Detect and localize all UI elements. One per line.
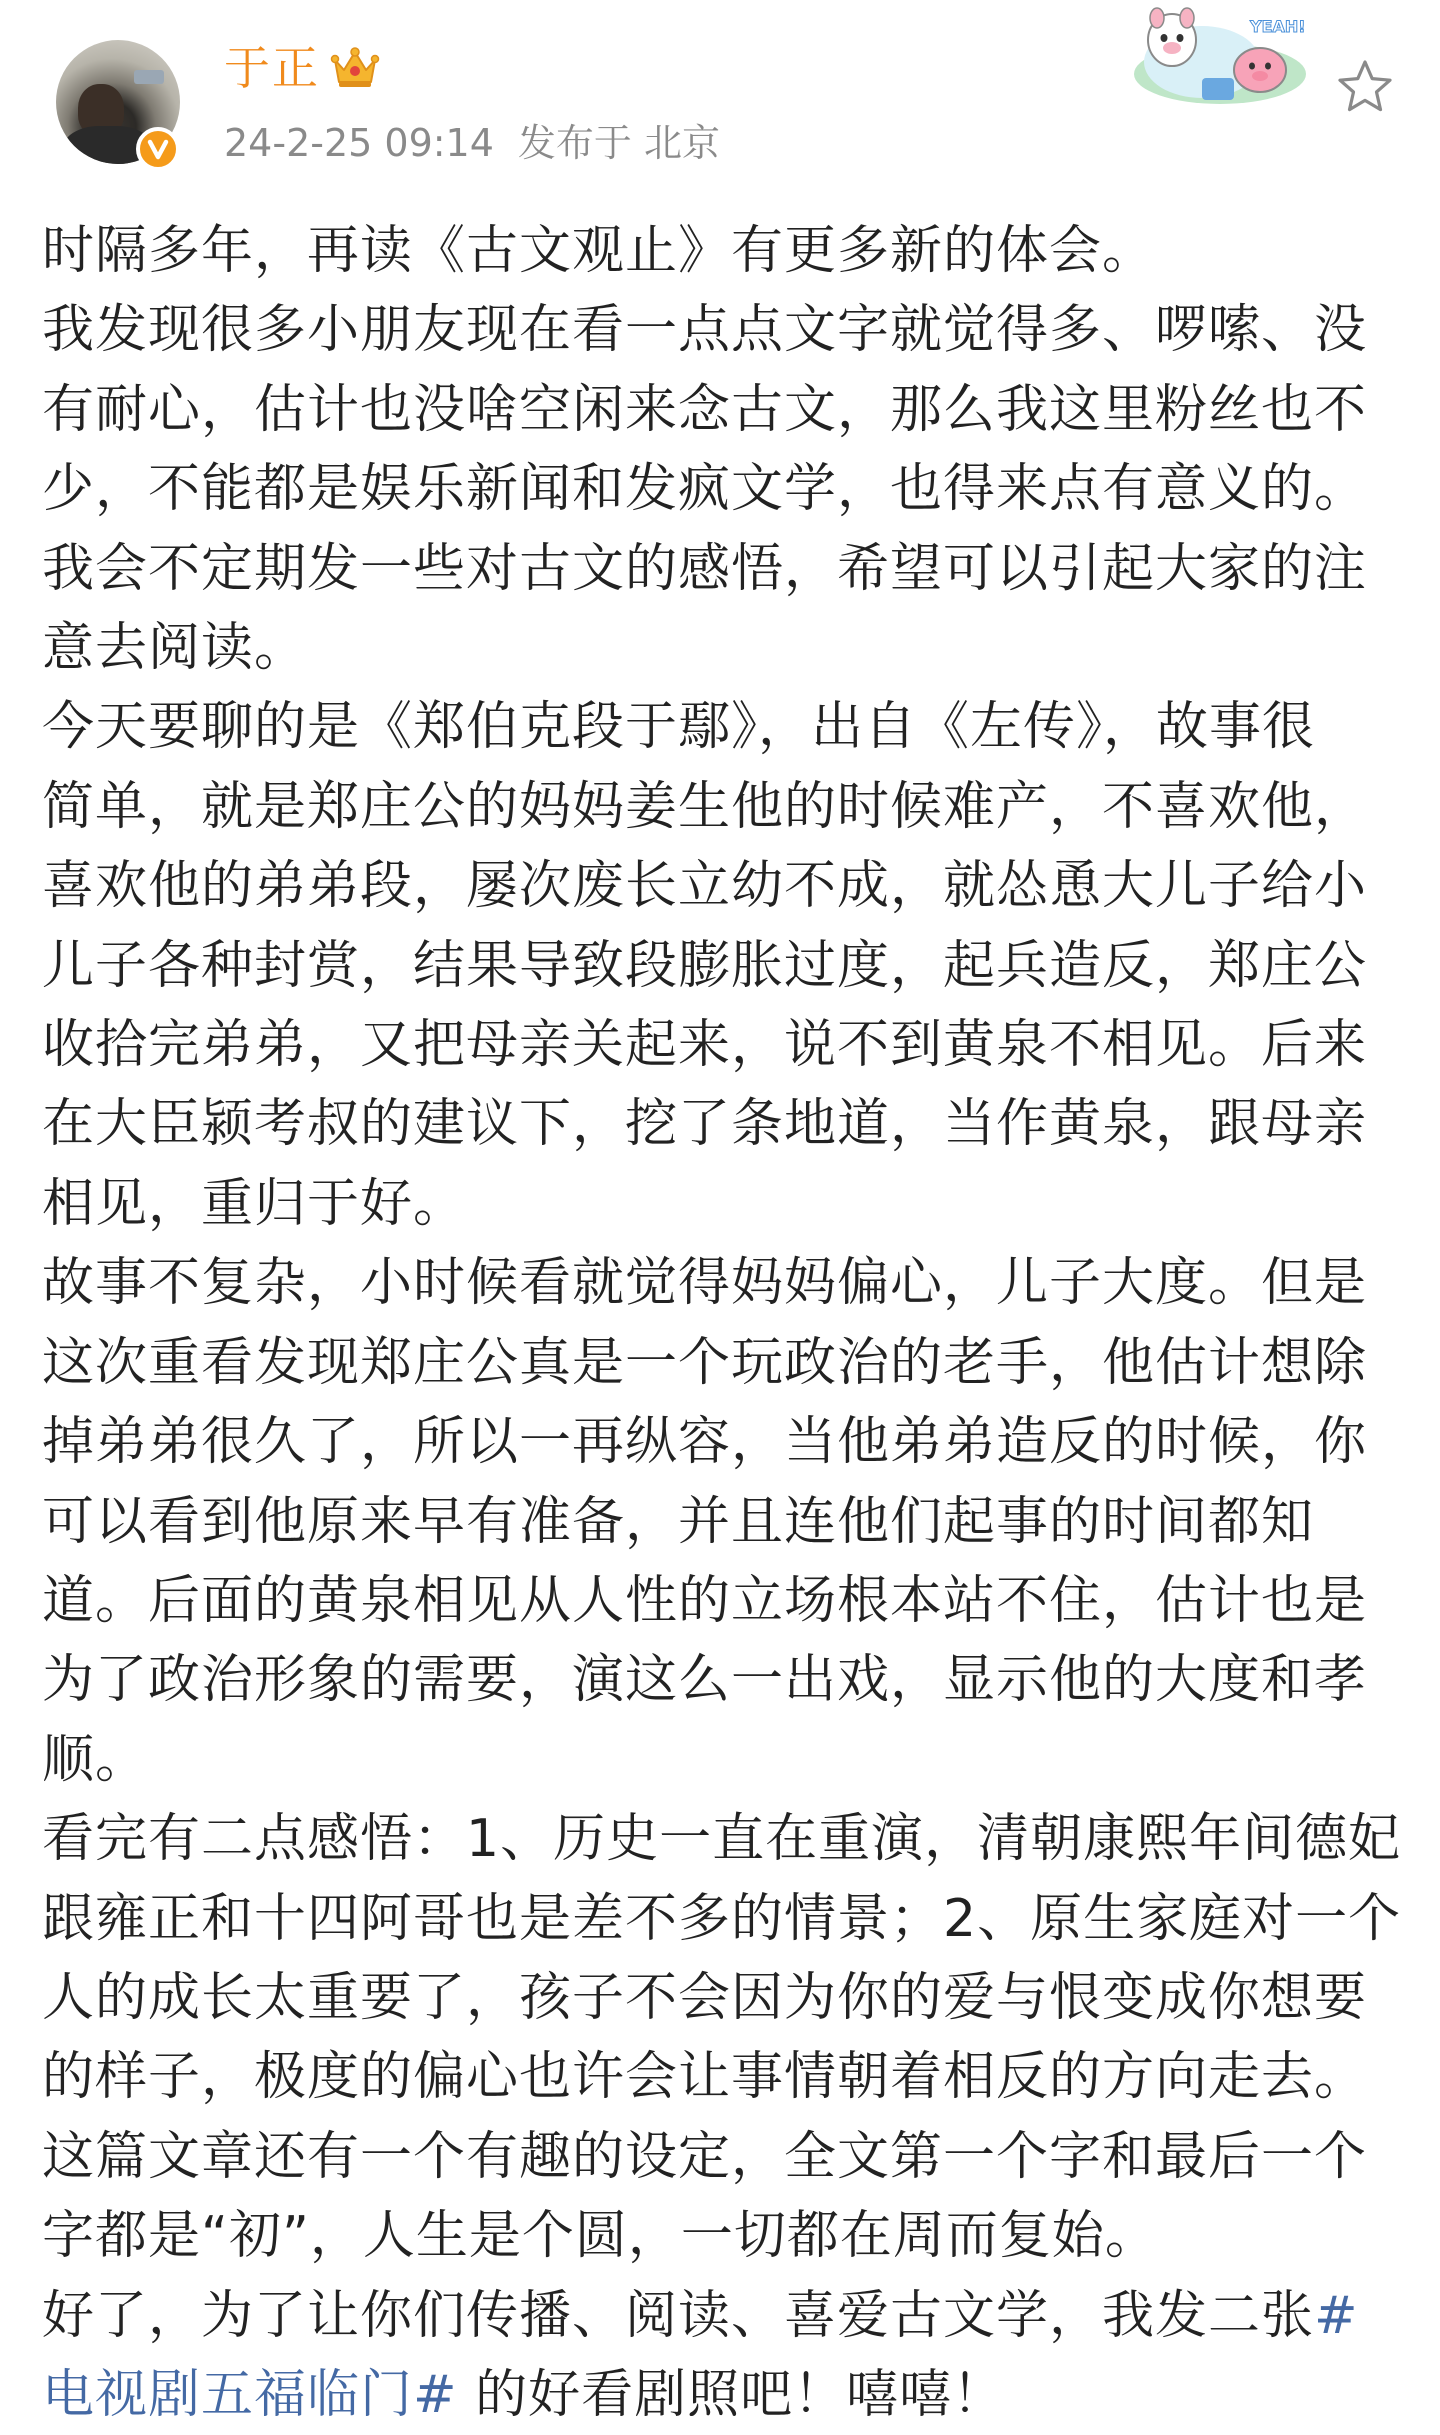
text-line: 故事不复杂，小时候看就觉得妈妈偏心，儿子大度。但是 [42,1253,1368,1314]
post-header [0,0,1440,200]
text-line: 这篇文章还有一个有趣的设定，全文第一个字和最后一个 [42,2126,1368,2187]
post-paragraph-2 [42,291,1412,529]
text-line: 跟雍正和十四阿哥也是差不多的情景；2、原生家庭对一个 [42,1888,1402,1949]
crown-icon [330,46,380,90]
text-line: 的样子，极度的偏心也许会让事情朝着相反的方向走去。 [42,2047,1368,2108]
text-line: 有耐心，估计也没啥空闲来念古文，那么我这里粉丝也不 [42,379,1368,440]
post-location: 发布于 北京 [517,121,720,165]
text-line: 顺。 [42,1729,149,1790]
text-line: 在大臣颍考叔的建议下，挖了条地道，当作黄泉，跟母亲 [42,1094,1368,1155]
author-name[interactable]: 于正 [224,41,320,95]
hashtag-link[interactable]: 电视剧五福临门# [42,2364,458,2425]
text-line: 少，不能都是娱乐新闻和发疯文学，也得来点有意义的。 [42,459,1368,520]
post-paragraph-5 [42,1244,1412,1800]
text-line: 今天要聊的是《郑伯克段于鄢》，出自《左传》，故事很 [42,697,1316,758]
post-paragraph-8 [42,2277,1412,2435]
text-line: 喜欢他的弟弟段，屡次废长立幼不成，就怂恿大儿子给小 [42,856,1368,917]
post-timestamp: 24-2-25 09:14 [224,121,494,165]
text-line: 看完有二点感悟：1、历史一直在重演，清朝康熙年间德妃 [42,1809,1402,1870]
text-line: 掉弟弟很久了，所以一再纵容，当他弟弟造反的时候，你 [42,1412,1368,1473]
text-line [42,2277,1412,2356]
hashtag-link-start[interactable]: # [1314,2285,1359,2346]
text-line: 我会不定期发一些对古文的感悟，希望可以引起大家的注 [42,538,1368,599]
text-line: 时隔多年，再读《古文观止》有更多新的体会。 [42,221,1156,281]
favorite-star-icon[interactable] [1334,56,1396,118]
post-paragraph-1 [42,212,1412,291]
verified-badge-icon [136,127,180,171]
text-line: 可以看到他原来早有准备，并且连他们起事的时间都知 [42,1491,1315,1552]
verified-v-icon [140,131,176,167]
text-line [42,2356,1412,2435]
post-paragraph-4 [42,688,1412,1244]
avatar-background-sign [134,70,164,84]
text-line: 简单，就是郑庄公的妈妈姜生他的时候难产，不喜欢他， [42,776,1368,837]
sticker-text: YEAH! [1250,17,1306,36]
closing-text: 的好看剧照吧！嘻嘻！ [457,2364,1006,2425]
text-line: 这次重看发现郑庄公真是一个玩政治的老手，他估计想除 [42,1332,1368,1393]
text-line: 人的成长太重要了，孩子不会因为你的爱与恨变成你想要 [42,1967,1368,2028]
post-paragraph-6 [42,1800,1412,2118]
post-body [42,212,1412,2435]
text-line: 我发现很多小朋友现在看一点点文字就觉得多、啰嗦、没 [42,300,1368,361]
author-name-row [224,36,380,100]
text-line: 字都是“初”，人生是个圆，一切都在周而复始。 [42,2206,1158,2267]
text-line: 意去阅读。 [42,618,308,679]
post-paragraph-7 [42,2118,1412,2277]
text-line: 为了政治形象的需要，演这么一出戏，显示他的大度和孝 [42,1650,1368,1711]
text-line: 道。后面的黄泉相见从人性的立场根本站不住，估计也是 [42,1570,1368,1631]
post-paragraph-3 [42,530,1412,689]
closing-text: 好了，为了让你们传播、阅读、喜爱古文学，我发二张 [42,2285,1315,2346]
text-line: 儿子各种封赏，结果导致段膨胀过度，起兵造反，郑庄公 [42,935,1368,996]
text-line: 收拾完弟弟，又把母亲关起来，说不到黄泉不相见。后来 [42,1015,1368,1076]
post-meta [224,118,720,168]
cartoon-pig-sticker-icon [1132,4,1308,104]
text-line: 相见，重归于好。 [42,1173,467,1234]
